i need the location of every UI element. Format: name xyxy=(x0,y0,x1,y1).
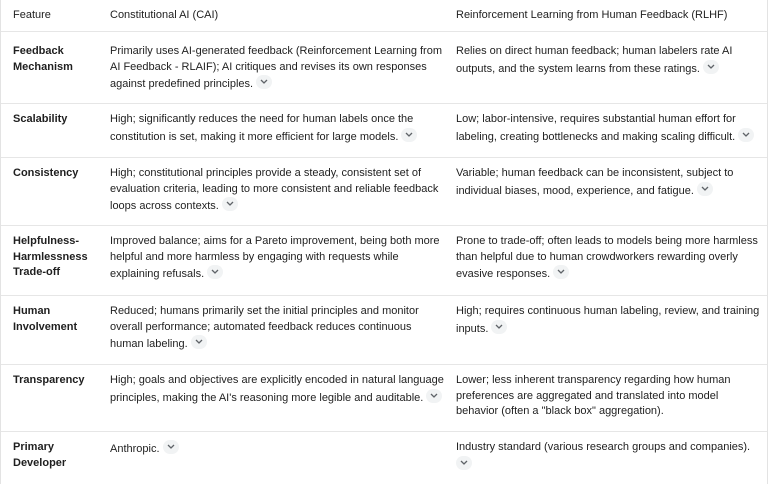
chevron-down-icon[interactable] xyxy=(191,335,207,349)
cell-text: Reduced; humans primarily set the initial principles and monitor overall performance; automated feedback reduces continuous human labeling. xyxy=(110,305,419,350)
table-row xyxy=(1,296,767,365)
chevron-down-icon[interactable] xyxy=(222,197,238,211)
chevron-down-icon[interactable] xyxy=(738,128,754,142)
cell-text: High; goals and objectives are explicitly encoded in natural language principles, making the AI's reasoning more legible and auditable. xyxy=(110,374,444,404)
feature-cell: Primary Developer xyxy=(13,441,67,469)
cell-text: Lower; less inherent transparency regarding how human preferences are aggregated and translated into model behavior (often a "black box" aggregation). xyxy=(456,374,731,417)
cell-text: Improved balance; aims for a Pareto improvement, being both more helpful and more harmless by engaging with requests while explaining refusals. xyxy=(110,235,440,280)
cell-text: Relies on direct human feedback; human labelers rate AI outputs, and the system learns from these ratings. xyxy=(456,45,733,75)
header-feature: Feature xyxy=(13,9,51,21)
cai-cell xyxy=(110,158,448,215)
chevron-down-icon[interactable] xyxy=(256,75,272,89)
rlhf-cell xyxy=(456,226,762,283)
chevron-down-icon[interactable] xyxy=(703,60,719,74)
cell-text: Anthropic. xyxy=(110,443,160,455)
chevron-down-icon[interactable] xyxy=(491,320,507,334)
table-row xyxy=(1,226,767,296)
cell-text: Prone to trade-off; often leads to models being more harmless than helpful due to human crowdworkers rewarding overly evasive responses. xyxy=(456,235,758,280)
header-rlhf: Reinforcement Learning from Human Feedback (RLHF) xyxy=(456,9,728,21)
rlhf-cell xyxy=(456,158,762,199)
table-row xyxy=(1,36,767,104)
chevron-down-icon[interactable] xyxy=(426,389,442,403)
rlhf-cell xyxy=(456,104,762,145)
chevron-down-icon[interactable] xyxy=(401,128,417,142)
cell-text: High; significantly reduces the need for human labels once the constitution is set, making it more efficient for large models. xyxy=(110,113,414,143)
cai-cell xyxy=(110,365,448,406)
chevron-down-icon[interactable] xyxy=(697,182,713,196)
cell-text: Primarily uses AI-generated feedback (Reinforcement Learning from AI Feedback - RLAIF); AI critiques and revises its own responses against predefined principles. xyxy=(110,45,442,90)
feature-cell: Feedback Mechanism xyxy=(13,45,73,73)
rlhf-cell xyxy=(456,296,762,337)
feature-cell: Human Involvement xyxy=(13,305,78,333)
table-row xyxy=(1,104,767,158)
table-row xyxy=(1,158,767,226)
cai-cell xyxy=(110,296,448,353)
chevron-down-icon[interactable] xyxy=(553,265,569,279)
cai-cell xyxy=(110,104,448,145)
table-row xyxy=(1,365,767,432)
chevron-down-icon[interactable] xyxy=(207,265,223,279)
cell-text: High; constitutional principles provide a steady, consistent set of evaluation criteria, leading to more consistent and reliable feedback loops across contexts. xyxy=(110,167,439,212)
cell-text: Low; labor-intensive, requires substantial human effort for labeling, creating bottlenecks and making scaling difficult. xyxy=(456,113,736,143)
chevron-down-icon[interactable] xyxy=(163,440,179,454)
feature-cell: Helpfulness-Harmlessness Trade-off xyxy=(13,235,88,278)
feature-cell: Consistency xyxy=(13,167,79,179)
rlhf-cell xyxy=(456,365,762,420)
rlhf-cell xyxy=(456,432,762,473)
chevron-down-icon[interactable] xyxy=(456,456,472,470)
cai-cell xyxy=(110,226,448,283)
cell-text: Variable; human feedback can be inconsistent, subject to individual biases, mood, experience, and fatigue. xyxy=(456,167,734,197)
table-row xyxy=(1,432,767,484)
header-cai: Constitutional AI (CAI) xyxy=(110,9,219,21)
rlhf-cell xyxy=(456,36,762,77)
cell-text: Industry standard (various research groups and companies). xyxy=(456,441,751,453)
cai-cell xyxy=(110,432,448,458)
feature-cell: Scalability xyxy=(13,113,68,125)
cai-cell xyxy=(110,36,448,93)
table-header-row xyxy=(1,0,767,32)
feature-cell: Transparency xyxy=(13,374,85,386)
cell-text: High; requires continuous human labeling, review, and training inputs. xyxy=(456,305,760,335)
